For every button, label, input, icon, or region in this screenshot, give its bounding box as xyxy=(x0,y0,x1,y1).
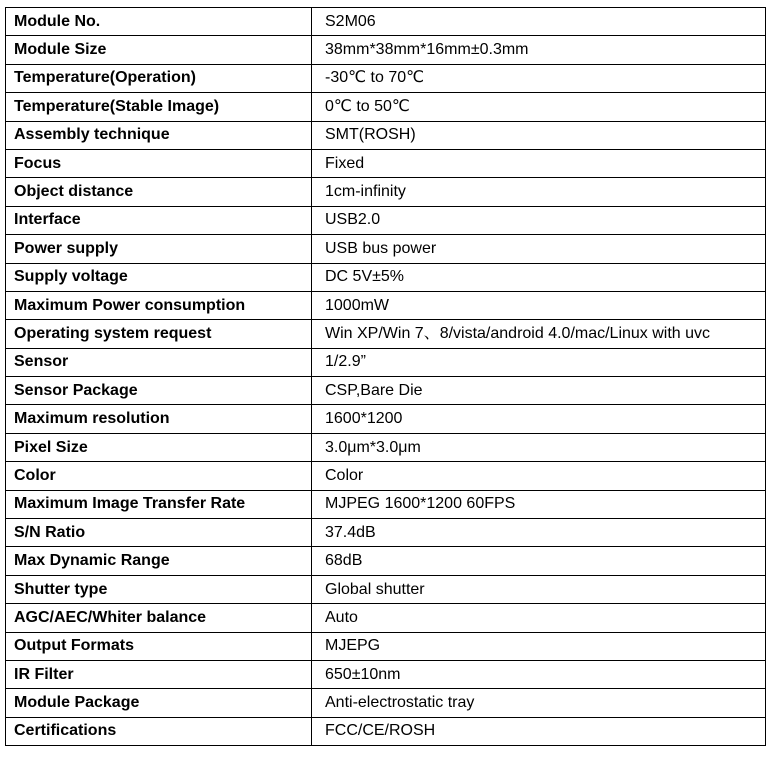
spec-value: 37.4dB xyxy=(312,519,766,547)
spec-label: AGC/AEC/Whiter balance xyxy=(6,604,312,632)
spec-value: 1000mW xyxy=(312,291,766,319)
spec-value: Win XP/Win 7、8/vista/android 4.0/mac/Linux with uvc xyxy=(312,320,766,348)
spec-value: 1cm-infinity xyxy=(312,178,766,206)
spec-label: Pixel Size xyxy=(6,433,312,461)
spec-label: Supply voltage xyxy=(6,263,312,291)
spec-value: DC 5V±5% xyxy=(312,263,766,291)
spec-label: Maximum resolution xyxy=(6,405,312,433)
spec-value: -30℃ to 70℃ xyxy=(312,64,766,92)
table-row xyxy=(6,263,766,291)
spec-value: USB2.0 xyxy=(312,206,766,234)
table-row xyxy=(6,206,766,234)
table-row xyxy=(6,93,766,121)
spec-table xyxy=(5,7,766,746)
spec-label: Focus xyxy=(6,149,312,177)
table-row xyxy=(6,235,766,263)
table-row xyxy=(6,490,766,518)
table-row xyxy=(6,717,766,745)
table-row xyxy=(6,348,766,376)
spec-value: 650±10nm xyxy=(312,660,766,688)
spec-label: Assembly technique xyxy=(6,121,312,149)
spec-value: Global shutter xyxy=(312,575,766,603)
spec-label: Sensor Package xyxy=(6,377,312,405)
table-row xyxy=(6,462,766,490)
table-row xyxy=(6,632,766,660)
spec-value: Auto xyxy=(312,604,766,632)
table-row xyxy=(6,8,766,36)
table-row xyxy=(6,433,766,461)
spec-label: Module Size xyxy=(6,36,312,64)
spec-value: FCC/CE/ROSH xyxy=(312,717,766,745)
spec-label: Temperature(Stable Image) xyxy=(6,93,312,121)
table-row xyxy=(6,291,766,319)
table-row xyxy=(6,121,766,149)
spec-label: Temperature(Operation) xyxy=(6,64,312,92)
spec-value: 1/2.9” xyxy=(312,348,766,376)
table-row xyxy=(6,604,766,632)
spec-label: Object distance xyxy=(6,178,312,206)
spec-label: Module Package xyxy=(6,689,312,717)
spec-value: 68dB xyxy=(312,547,766,575)
spec-label: IR Filter xyxy=(6,660,312,688)
spec-value: MJEPG xyxy=(312,632,766,660)
spec-value: SMT(ROSH) xyxy=(312,121,766,149)
spec-value: 3.0μm*3.0μm xyxy=(312,433,766,461)
spec-label: Maximum Power consumption xyxy=(6,291,312,319)
table-row xyxy=(6,377,766,405)
spec-value: 38mm*38mm*16mm±0.3mm xyxy=(312,36,766,64)
spec-label: Operating system request xyxy=(6,320,312,348)
spec-value: 1600*1200 xyxy=(312,405,766,433)
spec-value: 0℃ to 50℃ xyxy=(312,93,766,121)
spec-value: USB bus power xyxy=(312,235,766,263)
table-row xyxy=(6,575,766,603)
table-row xyxy=(6,519,766,547)
spec-value: MJPEG 1600*1200 60FPS xyxy=(312,490,766,518)
table-row xyxy=(6,405,766,433)
table-row xyxy=(6,320,766,348)
table-row xyxy=(6,660,766,688)
table-row xyxy=(6,36,766,64)
spec-value: Anti-electrostatic tray xyxy=(312,689,766,717)
spec-table-body xyxy=(6,8,766,746)
spec-label: Max Dynamic Range xyxy=(6,547,312,575)
spec-value: Fixed xyxy=(312,149,766,177)
spec-label: Power supply xyxy=(6,235,312,263)
spec-label: Module No. xyxy=(6,8,312,36)
table-row xyxy=(6,547,766,575)
table-row xyxy=(6,64,766,92)
spec-label: Certifications xyxy=(6,717,312,745)
spec-label: Maximum Image Transfer Rate xyxy=(6,490,312,518)
spec-value: CSP,Bare Die xyxy=(312,377,766,405)
spec-label: Output Formats xyxy=(6,632,312,660)
spec-label: Sensor xyxy=(6,348,312,376)
spec-label: Interface xyxy=(6,206,312,234)
table-row xyxy=(6,689,766,717)
spec-label: Shutter type xyxy=(6,575,312,603)
table-row xyxy=(6,149,766,177)
spec-label: S/N Ratio xyxy=(6,519,312,547)
spec-label: Color xyxy=(6,462,312,490)
spec-value: Color xyxy=(312,462,766,490)
table-row xyxy=(6,178,766,206)
spec-value: S2M06 xyxy=(312,8,766,36)
